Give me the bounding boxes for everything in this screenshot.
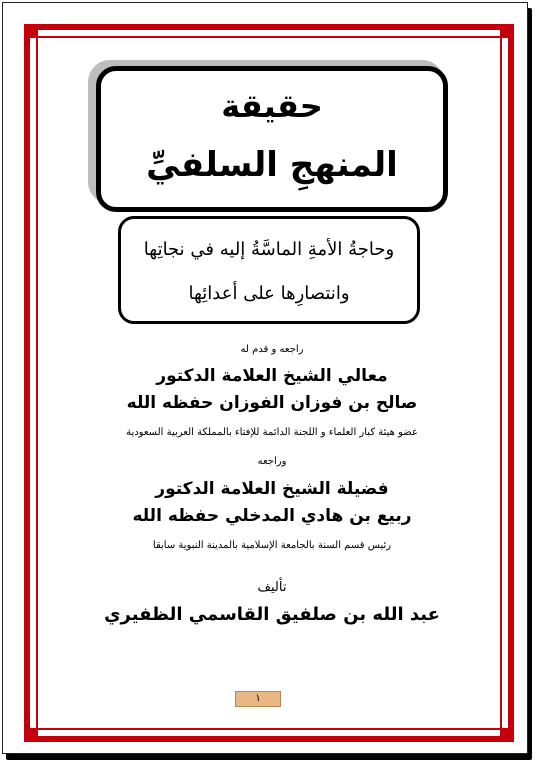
page-number-badge: ١ [235,691,281,707]
frame-corner-bottom-right [500,728,514,742]
reviewer1-position: عضو هيئة كبار العلماء و اللجنة الدائمة للإفتاء بالمملكة العربية السعودية [126,427,418,438]
title-box [96,66,448,212]
reviewer1-name-line-1: معالي الشيخ العلامة الدكتور [156,366,388,386]
reviewer1-name-line-2: صالح بن فوزان الفوزان حفظه الله [126,393,418,413]
subtitle-box [118,216,420,324]
reviewer2-name-line-1: فضيلة الشيخ العلامة الدكتور [155,479,389,499]
author-name: عبد الله بن صلفيق القاسمي الظفيري [104,604,440,625]
reviewer2-position: رئيس قسم السنة بالجامعة الإسلامية بالمدينة النبوية سابقا [152,540,392,551]
title-line-1: حقيقة [221,87,323,125]
reviewer2-intro: وراجعه [257,456,287,467]
frame-corner-top-right [500,24,514,38]
frame-corner-top-left [24,24,38,38]
frame-corner-bottom-left [24,728,38,742]
subtitle-line-1: وحاجةُ الأمةِ الماسَّةُ إليه في نجاتِها [143,239,395,260]
reviewer1-intro: راجعه و قدم له [240,344,304,355]
reviewer2-name-line-2: ربيع بن هادي المدخلي حفظه الله [132,506,412,526]
authorship-label: تأليف [257,580,287,595]
subtitle-line-2: وانتصارِها على أعدائِها [188,283,350,304]
title-line-2: المنهجِ السلفيِّ [146,145,398,185]
